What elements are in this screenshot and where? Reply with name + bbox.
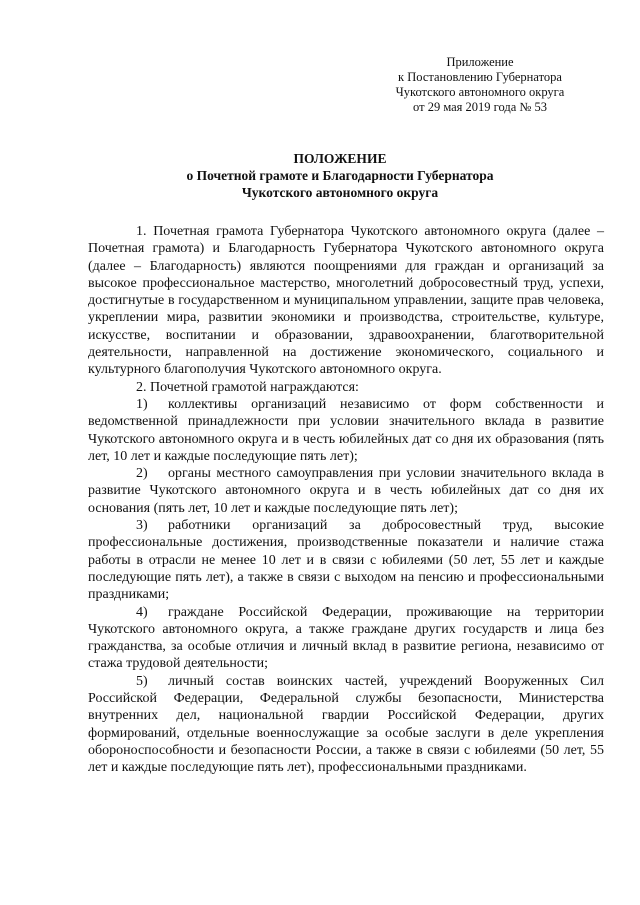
list-item-1 (88, 396, 604, 465)
document-title (80, 150, 600, 201)
list-item-4 (88, 604, 604, 673)
list-item-5 (88, 673, 604, 777)
list-item-text: личный состав воинских частей, учреждений Вооруженных Сил Российской Федерации, Федеральной службы безопасности, Министерства внутренних дел, национальной гвардии Российской Федерации, других формирований, отдельные военнослужащие за особые заслуги в деле укрепления обороноспособности и безопасности России, а также в связи с юбилеями (50 лет, 55 лет и каждые последующие пять лет), профессиональными праздниками. (88, 673, 604, 776)
appendix-label: Приложение (446, 55, 514, 69)
list-item-text: органы местного самоуправления при условии значительного вклада в развитие Чукотского автономного округа и в честь юбилейных дат со дня их основания (пять лет, 10 лет и каждые последующие пять лет); (88, 466, 604, 516)
list-item-text: коллективы организаций независимо от форм собственности и ведомственной принадлежности при условии значительного вклада в развитие Чукотского автономного округа и в честь юбилейных дат со дня их образования (пять лет, 10 лет и каждые последующие пять лет); (88, 396, 604, 464)
appendix-resolution: к Постановлению Губернатора (398, 70, 562, 84)
appendix-date-number: от 29 мая 2019 года № 53 (413, 100, 547, 114)
list-item-2 (88, 465, 604, 517)
list-item-number: 5) (136, 673, 148, 689)
list-item-number: 2) (136, 466, 148, 482)
paragraph-2: 2. Почетной грамотой награждаются: (136, 379, 359, 395)
list-item-3 (88, 517, 604, 603)
paragraph-1: 1. Почетная грамота Губернатора Чукотского автономного округа (далее – Почетная грамота) и Благодарность Губернатора Чукотского автономного округа (далее – Благодарность) являются поощрениями для граждан и организаций за высокое профессиональное мастерство, многолетний добросовестный труд, успехи, достигнутые в государственном и муниципальном управлении, защите прав человека, укреплении мира, развитии экономики и производства, строительстве, культуре, искусстве, воспитании и образовании, здравоохранении, благотворительной деятельности, направленной на достижение экономического, социального и культурного благополучия Чукотского автономного округа. (88, 224, 604, 378)
title-region: Чукотского автономного округа (241, 185, 439, 200)
list-item-number: 1) (136, 396, 148, 412)
title-subheading: о Почетной грамоте и Благодарности Губернатора (186, 168, 494, 183)
list-item-number: 3) (136, 518, 148, 534)
list-item-text: работники организаций за добросовестный труд, высокие профессиональные достижения, производственные показатели и наличие стажа работы в отрасли не менее 10 лет и в связи с юбилеями (50 лет, 55 лет и каждые последующие пять лет), а также в связи с выходом на пенсию и профессиональными праздниками; (88, 518, 604, 603)
title-heading: ПОЛОЖЕНИЕ (293, 151, 387, 166)
list-item-text: граждане Российской Федерации, проживающие на территории Чукотского автономного округа, а также граждане других государств и лица без гражданства, за особые отличия и личный вклад в развитие региона, независимо от стажа трудовой деятельности; (88, 604, 604, 672)
list-item-number: 4) (136, 604, 148, 620)
document-body (88, 223, 604, 777)
appendix-header (380, 55, 580, 115)
appendix-region: Чукотского автономного округа (395, 85, 565, 99)
